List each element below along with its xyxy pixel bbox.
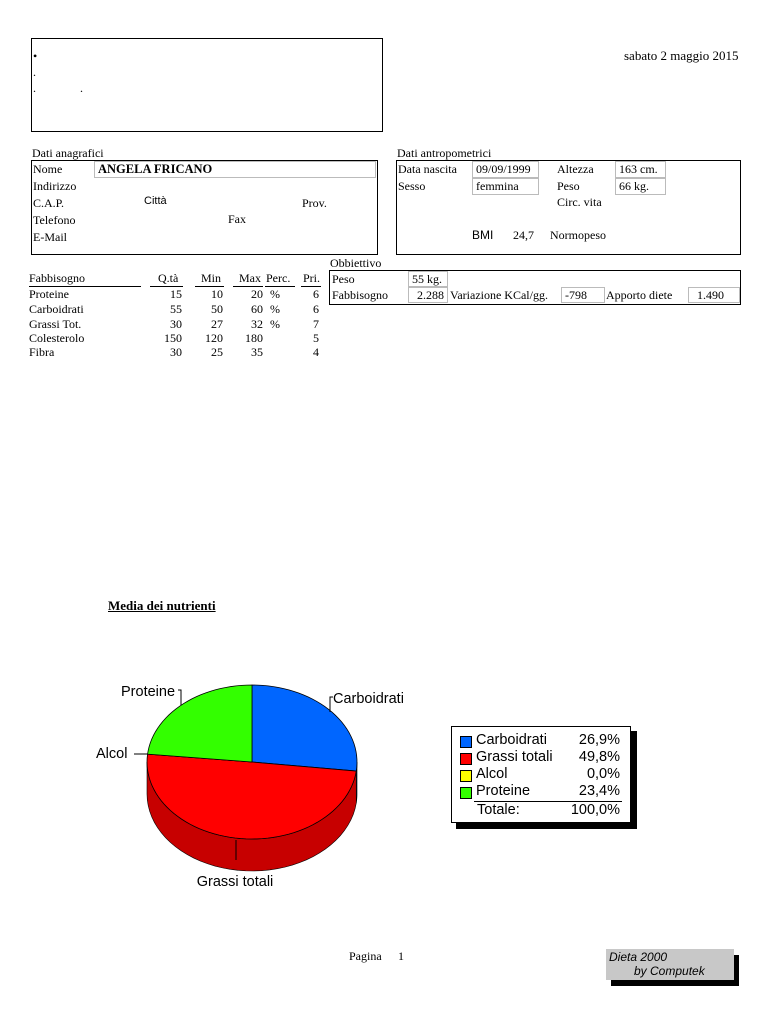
legend-label: Carboidrati [476,732,547,748]
row-max: 32 [251,317,263,331]
obb-fabbisogno-value: 2.288 [417,288,444,302]
legend-label: Grassi totali [476,749,553,765]
row-qta: 30 [170,345,182,359]
altezza-label: Altezza [557,162,594,176]
bmi-class: Normopeso [550,228,606,242]
variazione-value: -798 [565,288,587,302]
fax-label: Fax [228,212,246,226]
legend-swatch [460,736,472,748]
apporto-label: Apporto diete [606,288,673,302]
row-pri: 5 [313,331,319,345]
cap-label: C.A.P. [33,196,65,210]
chart-legend [451,726,631,823]
peso-value: 66 kg. [619,179,649,193]
email-label: E-Mail [33,230,67,244]
row-qta: 30 [170,317,182,331]
row-qta: 150 [164,331,182,345]
obb-peso-value: 55 kg. [412,272,442,286]
col-header-perc: Perc. [266,271,291,285]
bmi-value: 24,7 [513,228,534,242]
legend-label: Alcol [476,766,508,782]
antropometrici-title: Dati antropometrici [397,146,492,160]
row-max: 20 [251,287,263,301]
row-pri: 4 [313,345,319,359]
row-qta: 15 [170,287,182,301]
telefono-label: Telefono [33,213,76,227]
row-perc: % [270,287,280,301]
row-name: Carboidrati [29,302,84,316]
row-pri: 6 [313,287,319,301]
row-name: Proteine [29,287,69,301]
pie-slice-label: Alcol [96,746,128,762]
obb-fabbisogno-label: Fabbisogno [332,288,389,302]
row-min: 120 [205,331,223,345]
legend-total-label: Totale: [477,802,520,818]
variazione-label: Variazione KCal/gg. [450,288,548,302]
legend-swatch [460,753,472,765]
nascita-value: 09/09/1999 [476,162,531,176]
indirizzo-label: Indirizzo [33,179,77,193]
pie-slice-label: Carboidrati [333,691,404,707]
anagrafici-title: Dati anagrafici [32,146,104,160]
row-pri: 6 [313,302,319,316]
header-bullet: • [33,49,38,63]
row-perc: % [270,302,280,316]
legend-value: 49,8% [578,749,620,765]
legend-total-value: 100,0% [570,802,620,818]
nome-value: ANGELA FRICANO [98,162,213,176]
sesso-value: femmina [476,179,519,193]
col-header-fabbisogno: Fabbisogno [29,271,86,285]
header-dot: . [33,65,36,79]
header-dot: . [33,81,36,95]
header-dot: . [80,81,83,95]
page-number: 1 [398,949,404,963]
brand-box [606,949,734,980]
col-header-pri: Pri. [303,271,321,285]
col-header-max: Max [239,271,261,285]
brand-line2: by Computek [634,964,705,978]
row-min: 27 [211,317,223,331]
col-header-qta: Q.tà [158,271,179,285]
row-name: Grassi Tot. [29,317,82,331]
row-max: 35 [251,345,263,359]
obbiettivo-title: Obbiettivo [330,256,382,270]
row-max: 180 [245,331,263,345]
row-name: Fibra [29,345,55,359]
row-name: Colesterolo [29,331,85,345]
bmi-label: BMI [472,228,494,242]
pie-slice-label: Grassi totali [196,874,274,890]
report-date: sabato 2 maggio 2015 [624,48,739,63]
pie-leader-line [178,690,181,705]
legend-swatch [460,770,472,782]
legend-value: 23,4% [578,783,620,799]
circ-vita-label: Circ. vita [557,195,602,209]
page-label: Pagina [349,949,382,963]
pie-slice-label: Proteine [121,684,176,700]
citta-label: Città [144,195,167,207]
legend-swatch [460,787,472,799]
nascita-label: Data nascita [398,162,457,176]
legend-value: 26,9% [578,732,620,748]
sesso-label: Sesso [398,179,426,193]
row-max: 60 [251,302,263,316]
row-qta: 55 [170,302,182,316]
legend-value: 0,0% [586,766,620,782]
row-perc: % [270,317,280,331]
prov-label: Prov. [302,196,327,210]
peso-label: Peso [557,179,580,193]
row-min: 10 [211,287,223,301]
legend-label: Proteine [476,783,531,799]
brand-line1: Dieta 2000 [609,950,668,964]
row-min: 50 [211,302,223,316]
col-header-min: Min [201,271,222,285]
apporto-value: 1.490 [697,288,724,302]
obb-peso-label: Peso [332,272,355,286]
altezza-value: 163 cm. [619,162,658,176]
row-pri: 7 [313,317,319,331]
chart-title: Media dei nutrienti [108,598,216,613]
nome-label: Nome [33,162,63,176]
row-min: 25 [211,345,223,359]
